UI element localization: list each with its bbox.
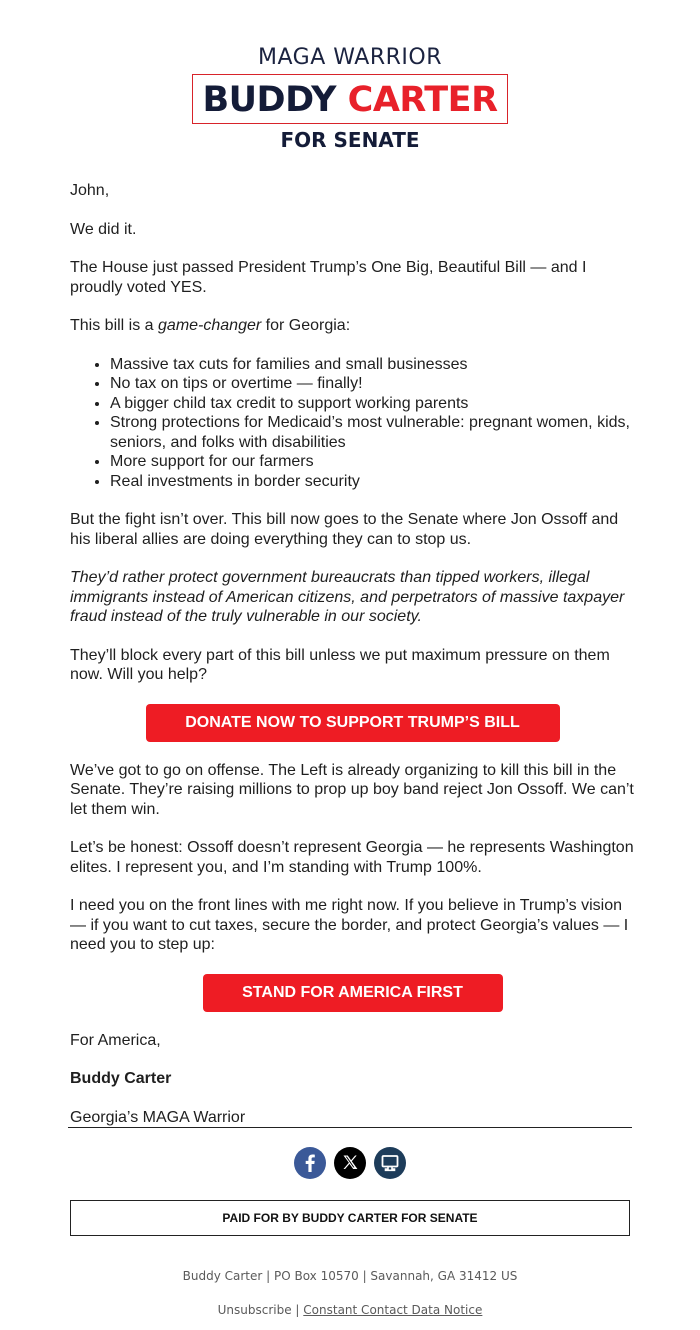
paragraph-1: We did it. (70, 220, 137, 238)
data-notice-link[interactable]: Constant Contact Data Notice (303, 1303, 483, 1317)
footer-address: Buddy Carter | PO Box 10570 | Savannah, GA 31412 US (182, 1269, 518, 1283)
list-item: • No tax on tips or overtime — finally! (110, 374, 635, 394)
america-first-button-wrap (70, 974, 635, 1012)
unsubscribe-link[interactable]: Unsubscribe (217, 1303, 292, 1317)
signature-name (70, 1069, 635, 1089)
donate-now-button[interactable]: DONATE NOW TO SUPPORT TRUMP’S BILL (146, 704, 560, 742)
email-body (70, 181, 635, 1146)
paragraph-9: I need you on the front lines with me right now. If you believe in Trump’s vision — if you want to cut taxes, secure the border, and protect Georgia’s values — I need you to step up: (70, 897, 629, 953)
paragraph-3-emphasis: game-changer (158, 317, 262, 334)
list-item: • More support for our farmers (110, 452, 635, 472)
logo-name-box (192, 74, 507, 124)
website-icon[interactable] (374, 1147, 406, 1179)
paragraph-3 (70, 316, 635, 336)
logo-subtitle: FOR SENATE (280, 128, 420, 152)
list-item: • Massive tax cuts for families and small businesses (110, 355, 635, 375)
paragraph-6: They’ll block every part of this bill unless we put maximum pressure on them now. Will you help? (70, 646, 610, 683)
closing: For America, (70, 1031, 161, 1049)
signature-name-text: Buddy Carter (70, 1070, 172, 1087)
footer-divider (68, 1127, 632, 1128)
social-links (0, 1147, 700, 1179)
paragraph-8: Let’s be honest: Ossoff doesn’t represent Georgia — he represents Washington elites. I represent you, and I’m standing with Trump 100%. (70, 839, 634, 876)
list-item: • Real investments in border security (110, 472, 635, 492)
list-item: • Strong protections for Medicaid’s most vulnerable: pregnant women, kids, seniors, and folks with disabilities (110, 413, 635, 452)
list-item: • A bigger child tax credit to support working parents (110, 394, 635, 414)
x-icon[interactable] (334, 1147, 366, 1179)
paragraph-2: The House just passed President Trump’s One Big, Beautiful Bill — and I proudly voted YES. (70, 259, 587, 296)
footer-separator: | (295, 1303, 300, 1317)
paragraph-5-text: They’d rather protect government bureaucrats than tipped workers, illegal immigrants instead of American citizens, and perpetrators of massive taxpayer fraud instead of the truly vulnerable in our society. (70, 569, 625, 625)
donate-button-wrap (70, 704, 635, 742)
paragraph-5-italic (70, 568, 635, 627)
paragraph-7: We’ve got to go on offense. The Left is already organizing to kill this bill in the Senate. They’re raising millions to prop up boy band reject Jon Ossoff. We can’t let them win. (70, 761, 634, 818)
paid-for-disclaimer: PAID FOR BY BUDDY CARTER FOR SENATE (70, 1200, 630, 1236)
website-icon-circle (374, 1147, 406, 1179)
greeting: John, (70, 182, 110, 199)
logo-tagline: MAGA WARRIOR (258, 45, 442, 70)
campaign-logo (0, 44, 700, 153)
paragraph-3-post: for Georgia: (261, 317, 351, 334)
facebook-icon[interactable] (294, 1147, 326, 1179)
paragraph-3-pre: This bill is a (70, 317, 159, 334)
logo-last-name: CARTER (347, 80, 498, 120)
footer-links (0, 1303, 700, 1317)
stand-for-america-first-button[interactable]: STAND FOR AMERICA FIRST (203, 974, 503, 1012)
logo-first-name: BUDDY (202, 80, 336, 120)
signature-title: Georgia’s MAGA Warrior (70, 1108, 246, 1126)
bill-benefits-list (70, 355, 635, 492)
paragraph-4: But the fight isn’t over. This bill now goes to the Senate where Jon Ossoff and his liberal allies are doing everything they can to stop us. (70, 511, 619, 548)
